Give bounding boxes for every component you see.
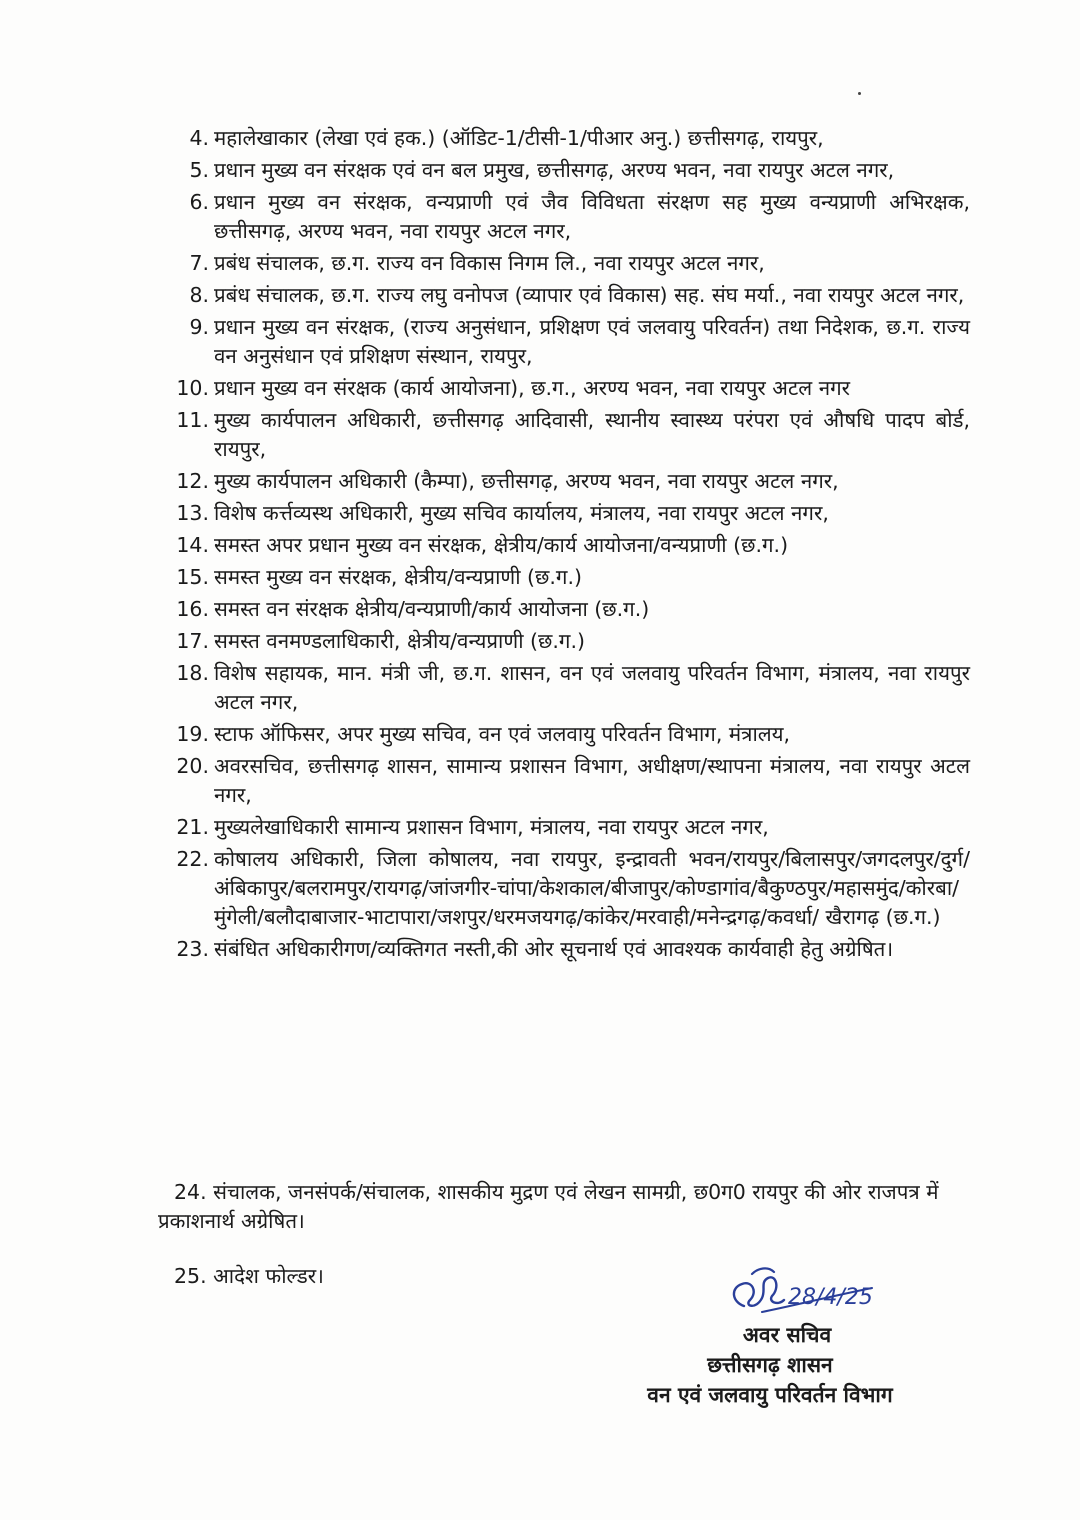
- list-item-text: प्रधान मुख्य वन संरक्षक (कार्य आयोजना), छ.ग., अरण्य भवन, नवा रायपुर अटल नगर: [214, 376, 850, 400]
- list-item-text: मुख्यलेखाधिकारी सामान्य प्रशासन विभाग, मंत्रालय, नवा रायपुर अटल नगर,: [214, 815, 769, 839]
- list-item-text: अवरसचिव, छत्तीसगढ़ शासन, सामान्य प्रशासन विभाग, अधीक्षण/स्थापना मंत्रालय, नवा रायपुर अटल नगर,: [214, 754, 970, 807]
- list-item: [158, 720, 970, 749]
- list-item-number: 12.: [176, 469, 209, 493]
- list-item-number: 7.: [189, 251, 209, 275]
- list-item-number: 8.: [189, 283, 209, 307]
- list-item-text: प्रधान मुख्य वन संरक्षक, (राज्य अनुसंधान, प्रशिक्षण एवं जलवायु परिवर्तन) तथा निदेशक, छ.ग. राज्य वन अनुसंधान एवं प्रशिक्षण संस्थान, रायपुर,: [214, 315, 970, 368]
- list-item-text: प्रबंध संचालक, छ.ग. राज्य लघु वनोपज (व्यापार एवं विकास) सह. संघ मर्या., नवा रायपुर अटल नगर,: [214, 283, 965, 307]
- list-item-number: 15.: [176, 565, 209, 589]
- list-item-text: महालेखाकार (लेखा एवं हक.) (ऑडिट-1/टीसी-1/पीआर अनु.) छत्तीसगढ़, रायपुर,: [214, 126, 824, 150]
- list-item: [158, 467, 970, 496]
- list-item-number: 18.: [176, 661, 209, 685]
- list-item-number: 14.: [176, 533, 209, 557]
- list-item-text: प्रधान मुख्य वन संरक्षक, वन्यप्राणी एवं जैव विविधता संरक्षण सह मुख्य वन्यप्राणी अभिरक्षक, छत्तीसगढ़, अरण्य भवन, नवा रायपुर अटल नगर,: [214, 190, 970, 243]
- list-item: [158, 281, 970, 310]
- list-item-number: 6.: [189, 190, 209, 214]
- list-item: [158, 627, 970, 656]
- signatory-government: छत्तीसगढ़ शासन: [707, 1353, 833, 1377]
- list-item: [158, 935, 970, 964]
- list-item-text: मुख्य कार्यपालन अधिकारी, छत्तीसगढ़ आदिवासी, स्थानीय स्वास्थ्य परंपरा एवं औषधि पादप बोर्ड, रायपुर,: [214, 408, 970, 461]
- list-item-text: स्टाफ ऑफिसर, अपर मुख्य सचिव, वन एवं जलवायु परिवर्तन विभाग, मंत्रालय,: [214, 722, 791, 746]
- list-item-number: 10.: [176, 376, 209, 400]
- list-item: [158, 374, 970, 403]
- list-item: [158, 406, 970, 464]
- list-item: [158, 499, 970, 528]
- list-item-number: 23.: [176, 937, 209, 961]
- stray-mark: [858, 92, 861, 95]
- list-item-number: 9.: [189, 315, 209, 339]
- list-item-text: समस्त वनमण्डलाधिकारी, क्षेत्रीय/वन्यप्राणी (छ.ग.): [214, 629, 585, 653]
- list-item-number: 19.: [176, 722, 209, 746]
- list-item-text: समस्त अपर प्रधान मुख्य वन संरक्षक, क्षेत्रीय/कार्य आयोजना/वन्यप्राणी (छ.ग.): [214, 533, 789, 557]
- list-item-text: विशेष सहायक, मान. मंत्री जी, छ.ग. शासन, वन एवं जलवायु परिवर्तन विभाग, मंत्रालय, नवा रायपुर अटल नगर,: [214, 661, 970, 714]
- signatory-department: वन एवं जलवायु परिवर्तन विभाग: [647, 1383, 893, 1407]
- signature-date: 28/4/25: [788, 1285, 873, 1310]
- item-25-order-folder: 25. आदेश फोल्डर।: [174, 1264, 324, 1288]
- list-item: [158, 595, 970, 624]
- list-item-number: 11.: [176, 408, 209, 432]
- list-item-text: समस्त मुख्य वन संरक्षक, क्षेत्रीय/वन्यप्राणी (छ.ग.): [214, 565, 582, 589]
- list-item: [158, 188, 970, 246]
- list-item-number: 5.: [189, 158, 209, 182]
- list-item-number: 4.: [189, 126, 209, 150]
- list-item: [158, 249, 970, 278]
- signatory-block: [560, 1320, 980, 1410]
- list-item: [158, 845, 970, 932]
- list-item: [158, 124, 970, 153]
- handwritten-signature: [722, 1262, 882, 1322]
- list-item: [158, 659, 970, 717]
- list-item-text: संबंधित अधिकारीगण/व्यक्तिगत नस्ती,की ओर सूचनार्थ एवं आवश्यक कार्यवाही हेतु अग्रेषित।: [214, 937, 894, 961]
- list-item: [158, 563, 970, 592]
- distribution-list: [158, 124, 970, 967]
- list-item: [158, 156, 970, 185]
- list-item: [158, 313, 970, 371]
- list-item-text: प्रधान मुख्य वन संरक्षक एवं वन बल प्रमुख, छत्तीसगढ़, अरण्य भवन, नवा रायपुर अटल नगर,: [214, 158, 895, 182]
- signatory-designation: अवर सचिव: [742, 1323, 832, 1347]
- list-item-number: 17.: [176, 629, 209, 653]
- list-item-number: 22.: [176, 847, 209, 871]
- list-item-number: 21.: [176, 815, 209, 839]
- list-item-text: कोषालय अधिकारी, जिला कोषालय, नवा रायपुर, इन्द्रावती भवन/रायपुर/बिलासपुर/जगदलपुर/दुर्ग/अंबिकापुर/बलरामपुर/रायगढ़/जांजगीर-चांपा/केशकाल/बीजापुर/कोण्डागांव/बैकुण्ठपुर/महासमुंद/कोरबा/मुंगेली/बलौदाबाजार-भाटापारा/जशपुर/धरमजयगढ़/कांकेर/मरवाही/मनेन्द्रगढ़/कवर्धा/ खैरागढ़ (छ.ग.): [214, 847, 970, 929]
- item-24-publication: 24. संचालक, जनसंपर्क/संचालक, शासकीय मुद्रण एवं लेखन सामग्री, छ0ग0 रायपुर की ओर राजपत्र में प्रकाशनार्थ अग्रेषित।: [158, 1180, 939, 1233]
- list-item: [158, 813, 970, 842]
- list-item-text: समस्त वन संरक्षक क्षेत्रीय/वन्यप्राणी/कार्य आयोजना (छ.ग.): [214, 597, 650, 621]
- list-item-text: मुख्य कार्यपालन अधिकारी (कैम्पा), छत्तीसगढ़, अरण्य भवन, नवा रायपुर अटल नगर,: [214, 469, 839, 493]
- list-item: [158, 752, 970, 810]
- list-item-text: विशेष कर्त्तव्यस्थ अधिकारी, मुख्य सचिव कार्यालय, मंत्रालय, नवा रायपुर अटल नगर,: [214, 501, 829, 525]
- list-item-number: 20.: [176, 754, 209, 778]
- list-item: [158, 531, 970, 560]
- list-item-number: 16.: [176, 597, 209, 621]
- list-item-text: प्रबंध संचालक, छ.ग. राज्य वन विकास निगम लि., नवा रायपुर अटल नगर,: [214, 251, 765, 275]
- list-item-number: 13.: [176, 501, 209, 525]
